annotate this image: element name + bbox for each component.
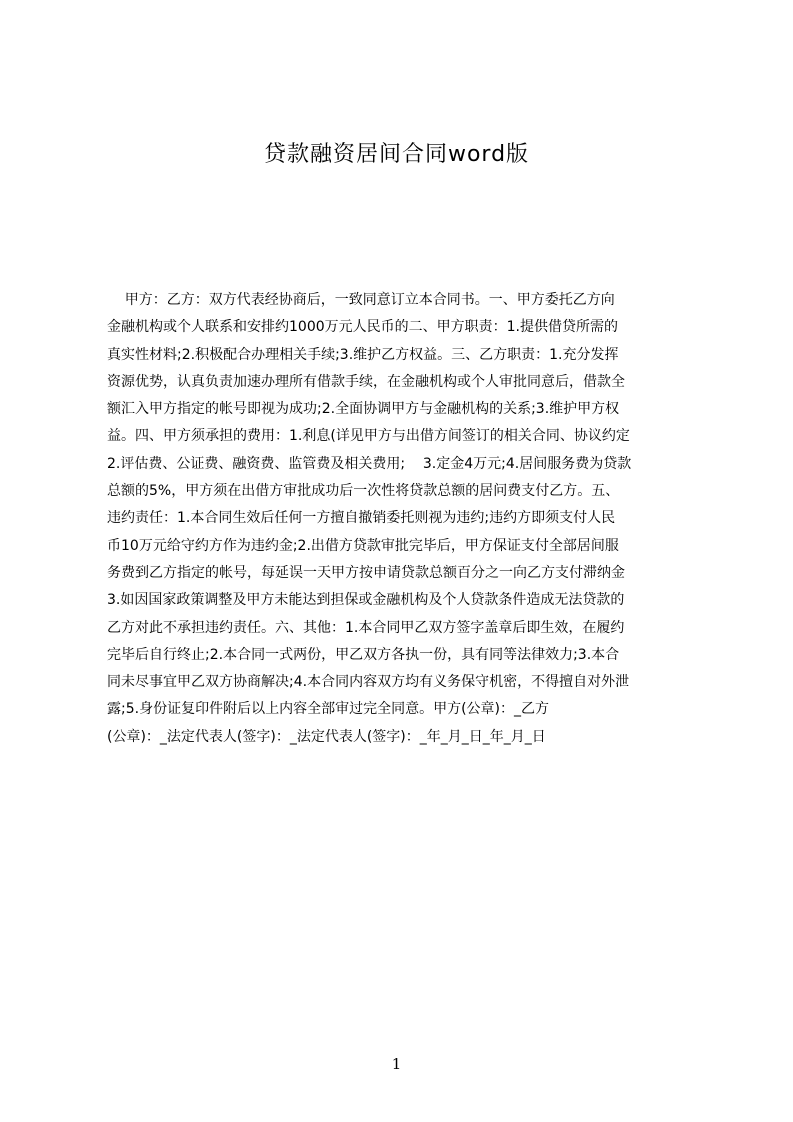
page-number: 1 bbox=[391, 1055, 402, 1073]
body-line: 完毕后自行终止;2.本合同一式两份，甲乙双方各执一份，具有同等法律效力;3.本合 bbox=[107, 646, 620, 663]
body-line: 乙方对此不承担违约责任。六、其他：1.本合同甲乙双方签字盖章后即生效，在履约 bbox=[107, 619, 625, 636]
page-title: 贷款融资居间合同word版 bbox=[263, 142, 530, 167]
body-line: 务费到乙方指定的帐号，每延误一天甲方按申请贷款总额百分之一向乙方支付滞纳金 bbox=[107, 564, 625, 581]
body-line: 甲方：乙方：双方代表经协商后，一致同意订立本合同书。一、甲方委托乙方向 bbox=[107, 292, 615, 308]
body-line: 违约责任：1.本合同生效后任何一方擅自撤销委托则视为违约;违约方即须支付人民 bbox=[107, 510, 616, 527]
body-line: 真实性材料;2.积极配合办理相关手续;3.维护乙方权益。三、乙方职责：1.充分发挥 bbox=[107, 346, 619, 363]
body-line: 益。四、甲方须承担的费用：1.利息(详见甲方与出借方间签订的相关合同、协议约定 bbox=[107, 428, 630, 445]
body-line: 露;5.身份证复印件附后以上内容全部审过完全同意。甲方(公章)：_乙方 bbox=[107, 701, 549, 718]
body-line: 金融机构或个人联系和安排约1000万元人民币的二、甲方职责：1.提供借贷所需的 bbox=[107, 319, 618, 336]
body-line: 币10万元给守约方作为违约金;2.出借方贷款审批完毕后，甲方保证支付全部居间服 bbox=[107, 537, 619, 554]
body-line: 3.如因国家政策调整及甲方未能达到担保或金融机构及个人贷款条件造成无法贷款的 bbox=[107, 592, 625, 609]
body-line: 额汇入甲方指定的帐号即视为成功;2.全面协调甲方与金融机构的关系;3.维护甲方权 bbox=[107, 401, 620, 418]
body-line: 同未尽事宜甲乙双方协商解决;4.本合同内容双方均有义务保守机密，不得擅自对外泄 bbox=[107, 674, 630, 691]
contract-body bbox=[107, 287, 697, 751]
body-line: 资源优势，认真负责加速办理所有借款手续，在金融机构或个人审批同意后，借款全 bbox=[107, 373, 625, 390]
body-line: 总额的5%，甲方须在出借方审批成功后一次性将贷款总额的居问费支付乙方。五、 bbox=[107, 483, 620, 500]
body-line: 2.评估费、公证费、融资费、监管费及相关费用; 3.定金4万元;4.居间服务费为贷款 bbox=[107, 455, 632, 472]
body-line: (公章)：_法定代表人(签字)：_法定代表人(签字)：_年_月_日_年_月_日 bbox=[107, 728, 546, 745]
